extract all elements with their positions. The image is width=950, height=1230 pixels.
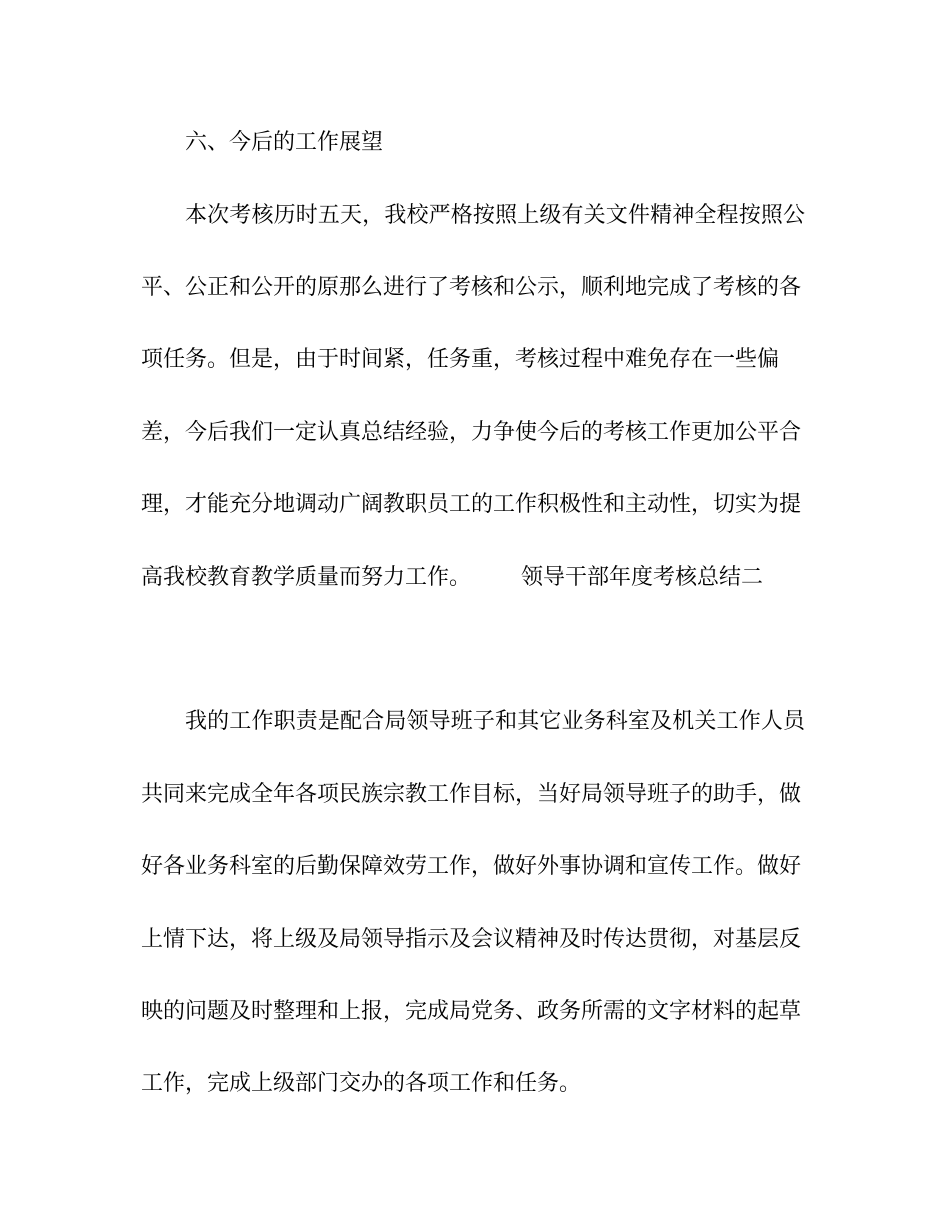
paragraph-line: 项任务。但是，由于时间紧，任务重，考核过程中难免存在一些偏 bbox=[141, 347, 780, 372]
paragraph-line: 高我校教育教学质量而努力工作。 bbox=[141, 565, 472, 590]
paragraph-line: 本次考核历时五天，我校严格按照上级有关文件精神全程按照公 bbox=[185, 203, 805, 228]
paragraph-line: 映的问题及时整理和上报，完成局党务、政务所需的文字材料的起草 bbox=[141, 999, 801, 1024]
paragraph-last-line bbox=[141, 563, 801, 593]
paragraph-line: 平、公正和公开的原那么进行了考核和公示，顺利地完成了考核的各 bbox=[141, 275, 801, 300]
paragraph-line: 理，才能充分地调动广阔教职员工的工作积极性和主动性，切实为提 bbox=[141, 492, 801, 517]
section-heading: 六、今后的工作展望 bbox=[185, 130, 384, 155]
paragraph-line: 差，今后我们一定认真总结经验，力争使今后的考核工作更加公平合 bbox=[141, 420, 801, 445]
section-title: 领导干部年度考核总结二 bbox=[521, 565, 764, 590]
paragraph-line: 好各业务科室的后勤保障效劳工作，做好外事协调和宣传工作。做好 bbox=[141, 854, 801, 879]
paragraph-line: 上情下达，将上级及局领导指示及会议精神及时传达贯彻，对基层反 bbox=[141, 927, 801, 952]
paragraph-line: 我的工作职责是配合局领导班子和其它业务科室及机关工作人员 bbox=[185, 709, 805, 734]
paragraph-line: 共同来完成全年各项民族宗教工作目标，当好局领导班子的助手，做 bbox=[141, 782, 801, 807]
paragraph-line: 工作，完成上级部门交办的各项工作和任务。 bbox=[141, 1071, 582, 1096]
